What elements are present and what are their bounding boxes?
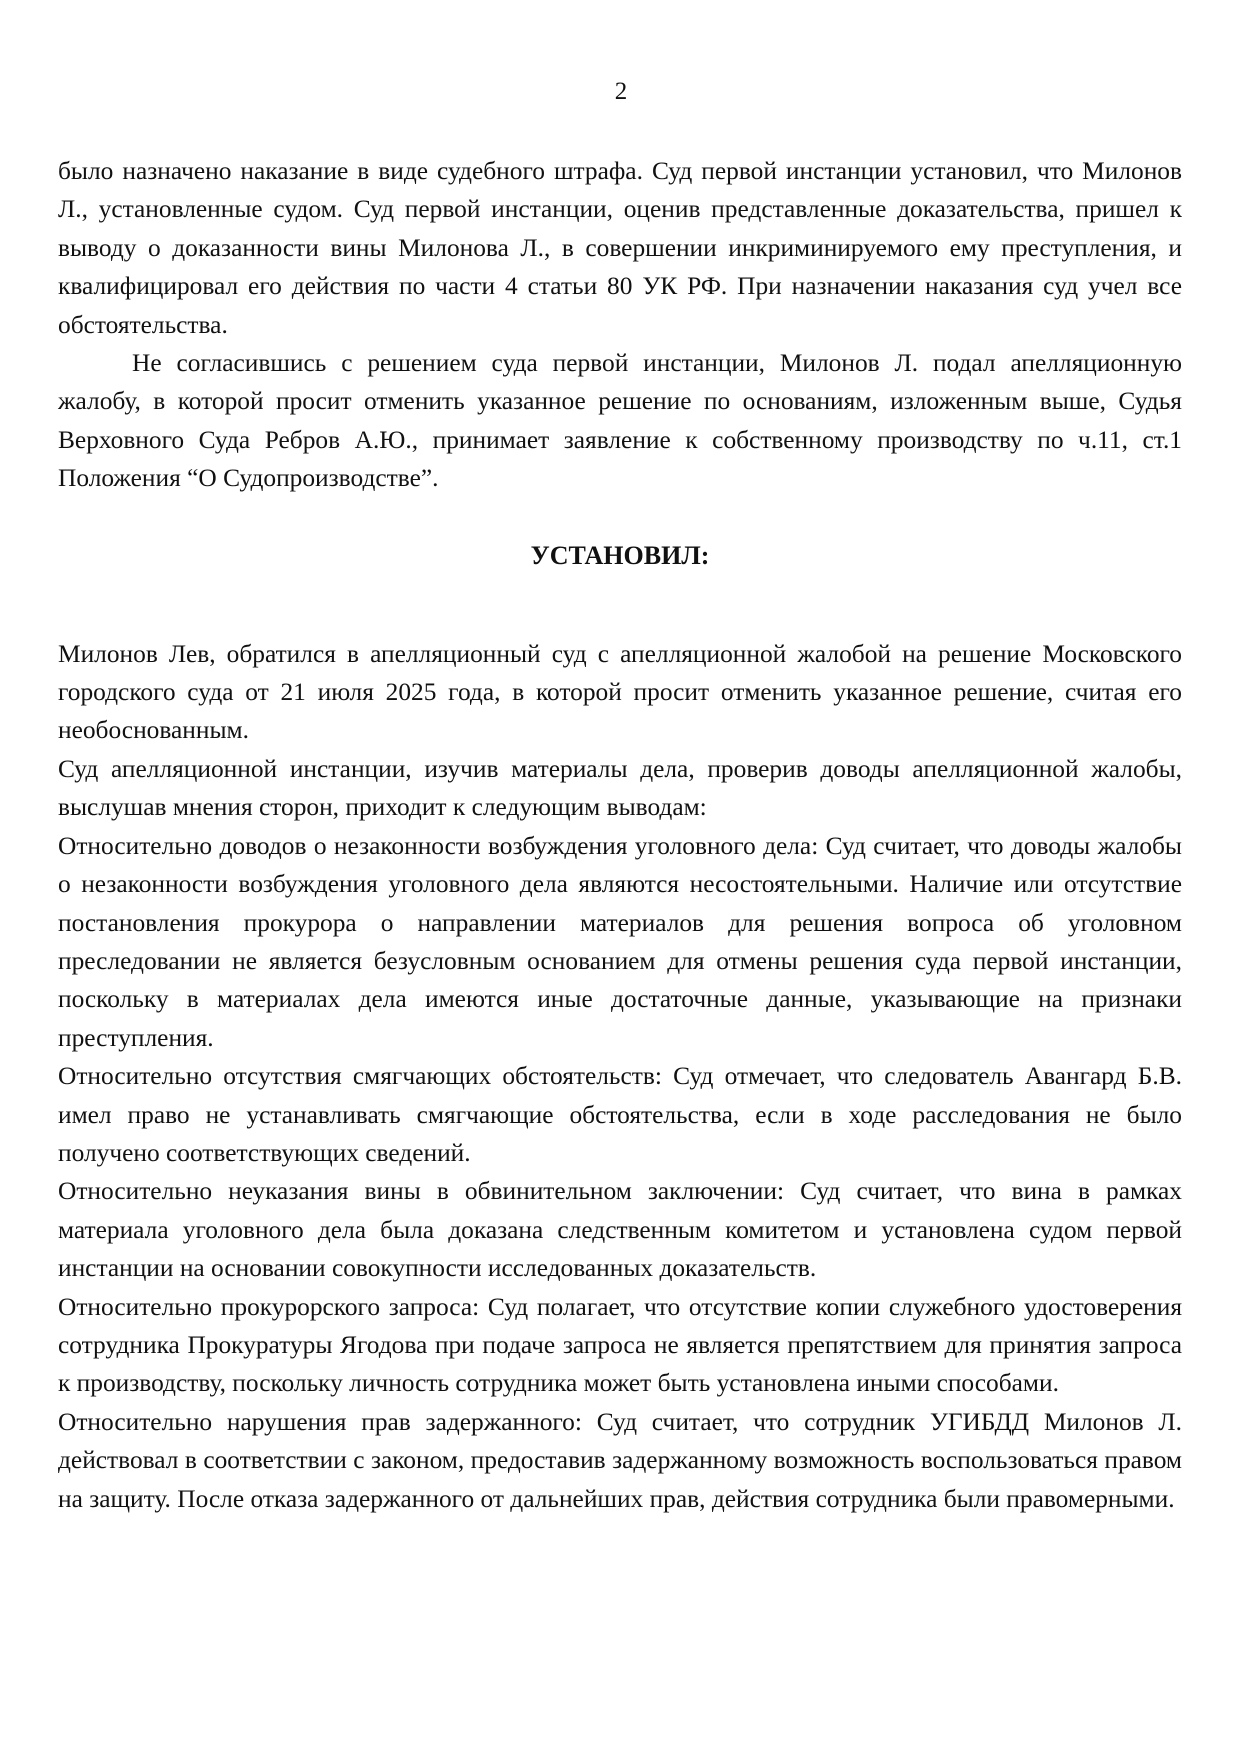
appeal-paragraph: Не согласившись с решением суда первой инстанции, Милонов Л. подал апелляционную жалобу, в которой просит отменить указанное решение по основаниям, изложенным выше, Судья Верховного Суда Ребров А.Ю., принимает заявление к собственному производству по ч.11, ст.1 Положения “О Судопроизводстве”. [58,349,1182,493]
spacer [58,498,1182,537]
section-paragraph: Милонов Лев, обратился в апелляционный суд с апелляционной жалобой на решение Московского городского суда от 21 июля 2025 года, в которой просит отменить указанное решение, считая его необоснованным. [58,639,1182,745]
section-paragraph: Относительно доводов о незаконности возбуждения уголовного дела: Суд считает, что доводы жалобы о незаконности возбуждения уголовного дела являются несостоятельными. Наличие или отсутствие постановления прокурора о направлении материалов для решения вопроса об уголовном преследовании не является безусловным основанием для отмены решения суда первой инстанции, поскольку в материалах дела имеются иные достаточные данные, указывающие на признаки преступления. [58,831,1182,1052]
page-number: 2 [614,78,628,105]
document-body [58,152,1182,1518]
section-heading: УСТАНОВИЛ: [530,540,710,570]
intro-paragraph: было назначено наказание в виде судебного штрафа. Суд первой инстанции установил, что Милонов Л., установленные судом. Суд первой инстанции, оценив представленные доказательства, пришел к выводу о доказанности вины Милонова Л., в совершении инкриминируемого ему преступления, и квалифицировал его действия по части 4 статьи 80 УК РФ. При назначении наказания суд учел все обстоятельства. [58,157,1182,339]
section-paragraph: Суд апелляционной инстанции, изучив материалы дела, проверив доводы апелляционной жалобы, выслушав мнения сторон, приходит к следующим выводам: [58,754,1182,822]
section-paragraph: Относительно неуказания вины в обвинительном заключении: Суд считает, что вина в рамках материала уголовного дела была доказана следственным комитетом и установлена судом первой инстанции на основании совокупности исследованных доказательств. [58,1177,1182,1283]
spacer [58,575,1182,635]
section-paragraph: Относительно нарушения прав задержанного: Суд считает, что сотрудник УГИБДД Милонов Л. действовал в соответствии с законом, предоставив задержанному возможность воспользоваться правом на защиту. После отказа задержанного от дальнейших прав, действия сотрудника были правомерными. [58,1407,1182,1513]
section-paragraph: Относительно прокурорского запроса: Суд полагает, что отсутствие копии служебного удостоверения сотрудника Прокуратуры Ягодова при подаче запроса не является препятствием для принятия запроса к производству, поскольку личность сотрудника может быть установлена иными способами. [58,1292,1182,1398]
section-paragraph: Относительно отсутствия смягчающих обстоятельств: Суд отмечает, что следователь Авангард Б.В. имел право не устанавливать смягчающие обстоятельства, если в ходе расследования не было получено соответствующих сведений. [58,1062,1182,1167]
